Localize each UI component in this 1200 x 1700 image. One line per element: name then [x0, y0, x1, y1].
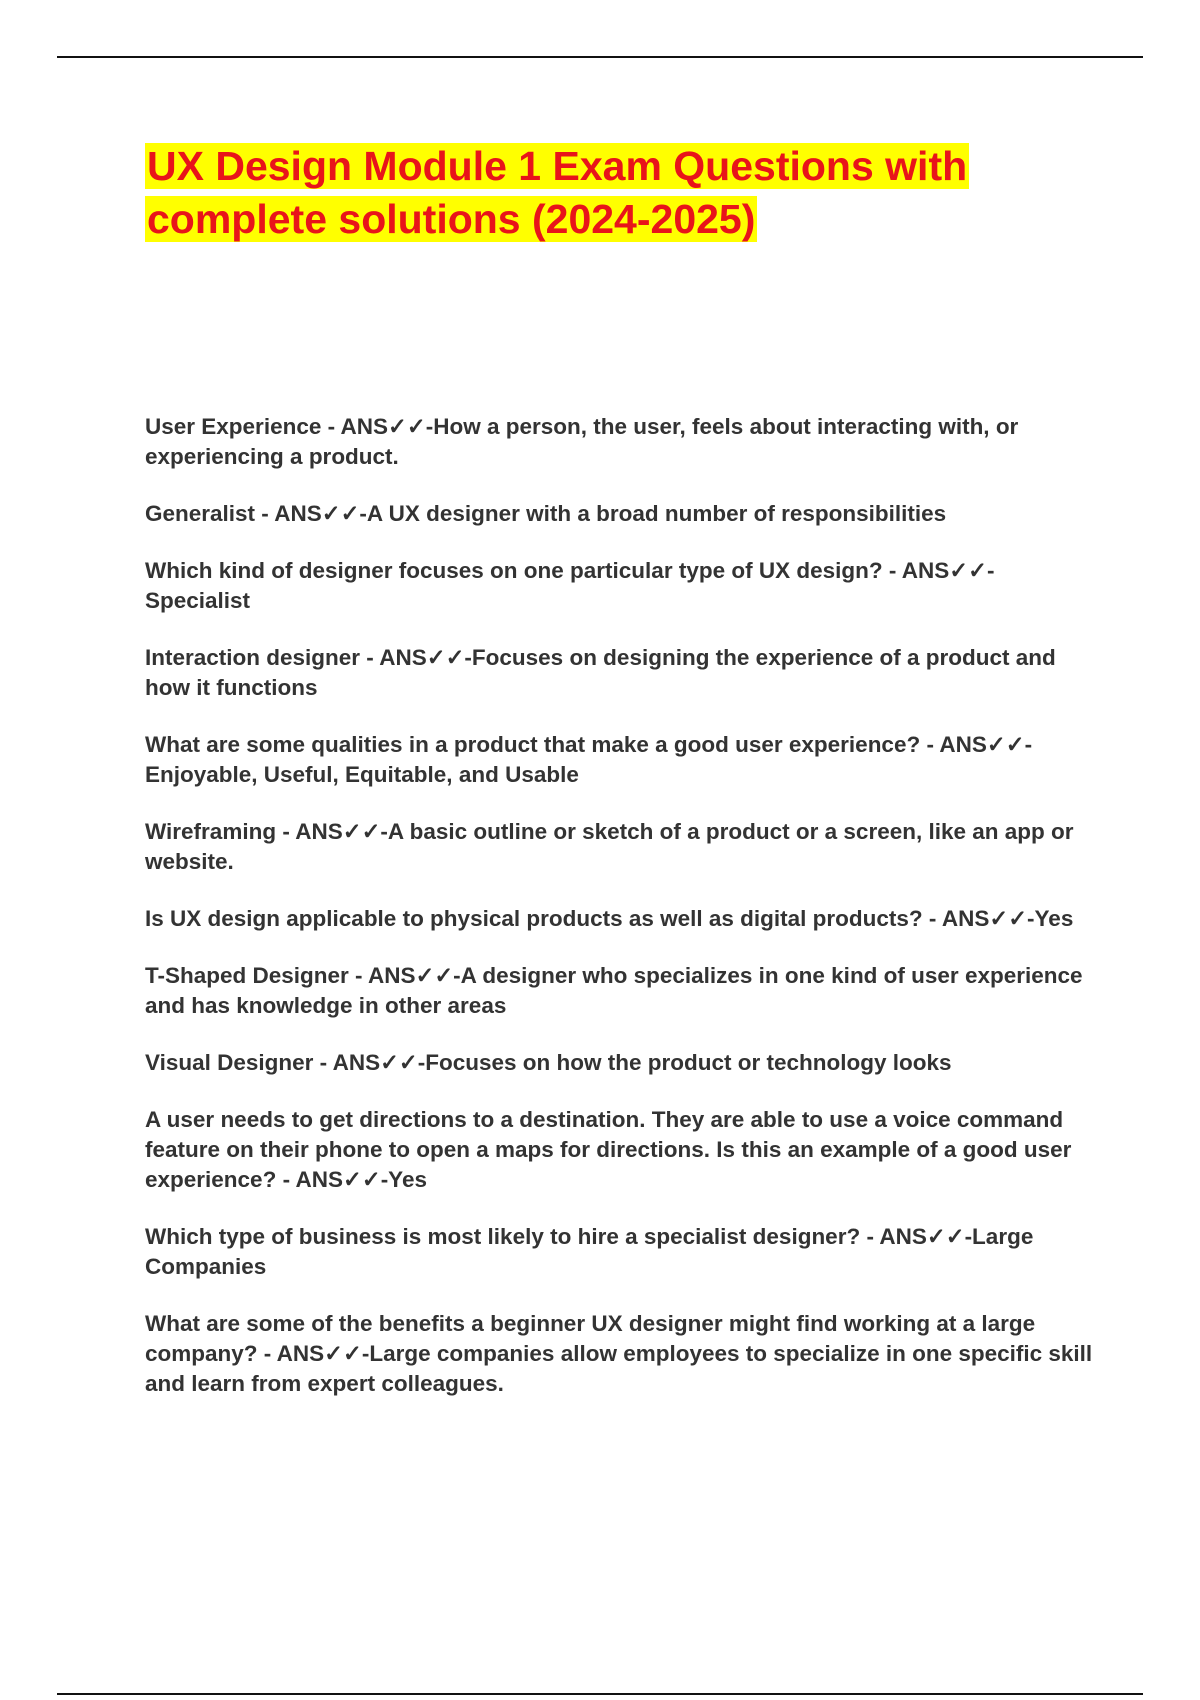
qa-item-wireframing: Wireframing - ANS✓✓-A basic outline or sketch of a product or a screen, like an app or website.: [145, 819, 1074, 874]
qa-item-user-experience: User Experience - ANS✓✓-How a person, the user, feels about interacting with, or experiencing a product.: [145, 414, 1019, 469]
qa-item-specialist-business: Which type of business is most likely to hire a specialist designer? - ANS✓✓-Large Companies: [145, 1224, 1034, 1279]
qa-item-interaction-designer: Interaction designer - ANS✓✓-Focuses on designing the experience of a product and how it functions: [145, 645, 1056, 700]
document-title-text: UX Design Module 1 Exam Questions with complete solutions (2024-2025): [147, 143, 968, 242]
document-title: [145, 140, 1125, 246]
bottom-rule: [57, 1693, 1143, 1695]
qa-list: [145, 412, 1095, 1426]
qa-item-visual-designer: Visual Designer - ANS✓✓-Focuses on how the product or technology looks: [145, 1050, 952, 1075]
qa-item-specialist: Which kind of designer focuses on one particular type of UX design? - ANS✓✓-Specialist: [145, 558, 995, 613]
qa-item-large-company-benefits: What are some of the benefits a beginner UX designer might find working at a large company? - ANS✓✓-Large companies allow employees to specialize in one specific skill and learn from expert colleagues.: [145, 1311, 1093, 1396]
qa-item-t-shaped-designer: T-Shaped Designer - ANS✓✓-A designer who specializes in one kind of user experience and has knowledge in other areas: [145, 963, 1083, 1018]
top-rule: [57, 56, 1143, 58]
qa-item-good-ux-qualities: What are some qualities in a product that make a good user experience? - ANS✓✓-Enjoyable, Useful, Equitable, and Usable: [145, 732, 1033, 787]
qa-item-voice-command: A user needs to get directions to a destination. They are able to use a voice command feature on their phone to open a maps for directions. Is this an example of a good user experience? - ANS✓✓-Yes: [145, 1107, 1072, 1192]
qa-item-physical-products: Is UX design applicable to physical products as well as digital products? - ANS✓✓-Yes: [145, 906, 1074, 931]
qa-item-generalist: Generalist - ANS✓✓-A UX designer with a broad number of responsibilities: [145, 501, 947, 526]
